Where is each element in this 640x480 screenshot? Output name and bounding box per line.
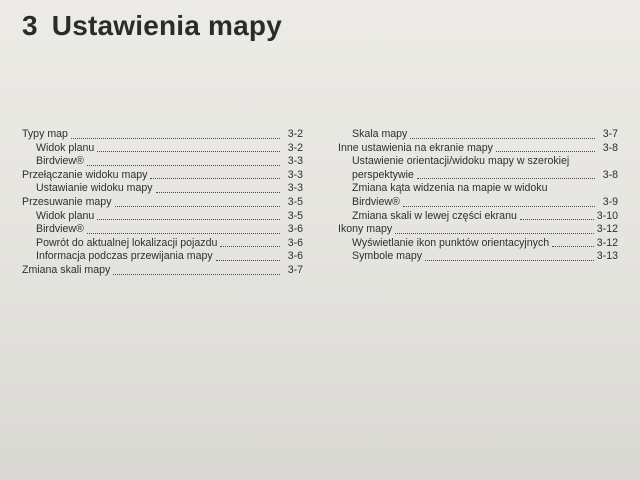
toc-entry-label: Symbole mapy <box>352 250 423 263</box>
toc-entry-label: Inne ustawienia na ekranie mapy <box>338 141 493 154</box>
toc-page-number: 3-6 <box>287 250 303 263</box>
toc-entry[interactable] <box>22 196 303 210</box>
toc-page-number: 3-8 <box>602 141 618 154</box>
toc-page-number: 3-7 <box>602 128 618 140</box>
toc-entry[interactable] <box>338 155 618 182</box>
toc-entry-label: Ustawianie widoku mapy <box>36 182 153 195</box>
toc-entry[interactable] <box>338 237 618 251</box>
toc-entry[interactable] <box>22 169 303 183</box>
toc-entry[interactable] <box>22 182 303 196</box>
leader-dots <box>156 192 280 193</box>
toc-entry-label: Przesuwanie mapy <box>22 195 112 208</box>
toc-page-number: 3-13 <box>596 250 618 263</box>
toc-page-number: 3-2 <box>287 128 303 140</box>
toc-right-column <box>338 128 618 264</box>
toc-entry-label: Informacja podczas przewijania mapy <box>36 250 213 263</box>
toc-left-column <box>22 128 303 278</box>
chapter-number: 3 <box>22 10 38 41</box>
toc-page-number: 3-5 <box>287 209 303 222</box>
toc-entry-label: Zmiana skali mapy <box>22 263 111 276</box>
toc-page-number: 3-5 <box>287 195 303 208</box>
toc-entry-label: Birdview® <box>36 223 84 236</box>
toc-entry-label: Ikony mapy <box>338 223 393 236</box>
toc-entry[interactable] <box>22 237 303 251</box>
toc-entry[interactable] <box>22 128 303 142</box>
toc-entry[interactable] <box>22 250 303 264</box>
toc-entry-label: Typy map <box>22 128 68 140</box>
leader-dots <box>552 246 594 247</box>
chapter-heading <box>22 10 282 42</box>
toc-entry-label: Zmiana kąta widzenia na mapie w widoku <box>352 182 548 195</box>
toc-page-number: 3-6 <box>287 223 303 236</box>
toc-entry[interactable] <box>22 223 303 237</box>
toc-entry-label: perspektywie <box>352 168 414 181</box>
chapter-title: Ustawienia mapy <box>51 10 282 41</box>
toc-page-number: 3-12 <box>596 223 618 236</box>
toc-page-number: 3-8 <box>602 168 618 181</box>
leader-dots <box>216 260 280 261</box>
toc-entry-label: Przełączanie widoku mapy <box>22 168 148 181</box>
toc-page-number: 3-12 <box>596 236 618 249</box>
toc-entry-label: Birdview® <box>36 155 84 168</box>
toc-entry[interactable] <box>22 210 303 224</box>
toc-page-number: 3-3 <box>287 168 303 181</box>
toc-page-number: 3-9 <box>602 195 618 208</box>
leader-dots <box>87 233 280 234</box>
leader-dots <box>395 233 594 234</box>
leader-dots <box>150 178 280 179</box>
leader-dots <box>520 219 594 220</box>
leader-dots <box>97 151 280 152</box>
leader-dots <box>220 246 280 247</box>
leader-dots <box>417 178 595 179</box>
toc-entry-label: Wyświetlanie ikon punktów orientacyjnych <box>352 236 550 249</box>
leader-dots <box>87 165 280 166</box>
toc-entry[interactable] <box>22 264 303 278</box>
leader-dots <box>115 206 281 207</box>
toc-entry-label: Widok planu <box>36 209 95 222</box>
toc-entry-label: Powrót do aktualnej lokalizacji pojazdu <box>36 236 218 249</box>
leader-dots <box>403 206 595 207</box>
toc-entry-label: Zmiana skali w lewej części ekranu <box>352 209 517 222</box>
toc-entry[interactable] <box>22 142 303 156</box>
toc-entry-label: Ustawienie orientacji/widoku mapy w szerokiej <box>352 155 570 168</box>
leader-dots <box>97 219 280 220</box>
toc-entry-label: Widok planu <box>36 141 95 154</box>
toc-page-number: 3-7 <box>287 263 303 276</box>
toc-entry[interactable] <box>22 155 303 169</box>
leader-dots <box>113 274 280 275</box>
toc-entry-label: Birdview® <box>352 195 400 208</box>
leader-dots <box>496 151 595 152</box>
toc-entry[interactable] <box>338 223 618 237</box>
toc-page-number: 3-10 <box>596 209 618 222</box>
toc-page-number: 3-3 <box>287 155 303 168</box>
toc-entry[interactable] <box>338 142 618 156</box>
toc-entry[interactable] <box>338 128 618 142</box>
toc-entry-label: Skala mapy <box>352 128 408 140</box>
leader-dots <box>425 260 594 261</box>
leader-dots <box>410 138 595 139</box>
toc-page-number: 3-3 <box>287 182 303 195</box>
toc-entry[interactable] <box>338 250 618 264</box>
toc-entry[interactable] <box>338 210 618 224</box>
leader-dots <box>71 138 280 139</box>
toc-page-number: 3-6 <box>287 236 303 249</box>
toc-entry[interactable] <box>338 182 618 209</box>
toc-page-number: 3-2 <box>287 141 303 154</box>
